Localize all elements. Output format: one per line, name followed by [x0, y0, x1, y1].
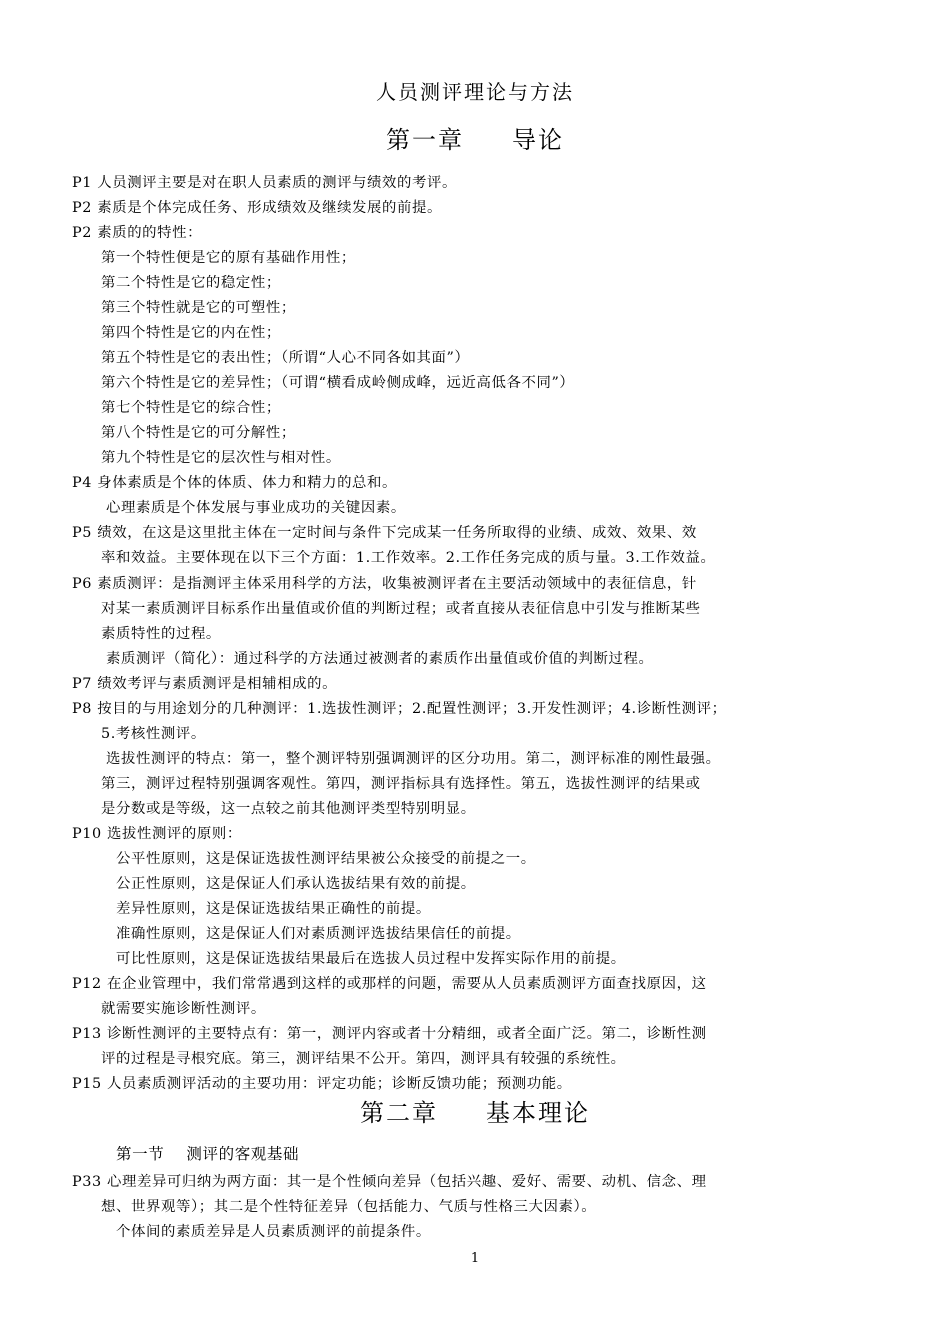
text-line: P1 人员测评主要是对在职人员素质的测评与绩效的考评。	[72, 175, 457, 191]
text-line: P2 素质是个体完成任务、形成绩效及继续发展的前提。	[72, 200, 442, 216]
text-line: P4 身体素质是个体的体质、体力和精力的总和。	[72, 475, 398, 491]
text-line: 第七个特性是它的综合性；	[101, 400, 281, 416]
text-line: 素质测评（简化）：通过科学的方法通过被测者的素质作出量值或价值的判断过程。	[106, 651, 654, 667]
text-line: P10 选拔性测评的原则：	[72, 826, 242, 842]
chapter-1-heading	[0, 120, 950, 155]
text-line: 想、世界观等）；其二是个性特征差异（包括能力、气质与性格三大因素）。	[101, 1199, 597, 1215]
text-line: 公平性原则，这是保证选拔性测评结果被公众接受的前提之一。	[116, 851, 536, 867]
text-line: P33 心理差异可归纳为两方面：其一是个性倾向差异（包括兴趣、爱好、需要、动机、信念、理	[72, 1174, 707, 1190]
text-line: 素质特性的过程。	[101, 626, 221, 642]
text-line: 就需要实施诊断性测评。	[101, 1001, 266, 1017]
text-line: 5.考核性测评。	[101, 726, 206, 742]
text-line: P8 按目的与用途划分的几种测评：1.选拔性测评；2.配置性测评；3.开发性测评；4.诊断性测评；	[72, 701, 727, 717]
chapter-2-label: 第二章	[360, 1099, 438, 1127]
text-line: 第五个特性是它的表出性；（所谓“人心不同各如其面”）	[101, 350, 470, 366]
document-title: 人员测评理论与方法	[376, 80, 574, 104]
text-line: 第四个特性是它的内在性；	[101, 325, 281, 341]
text-line: P13 诊断性测评的主要特点有：第一，测评内容或者十分精细，或者全面广泛。第二，诊断性测	[72, 1026, 707, 1042]
text-line: 第二个特性是它的稳定性；	[101, 275, 281, 291]
text-line: 率和效益。主要体现在以下三个方面：1.工作效率。2.工作任务完成的质与量。3.工作效益。	[101, 550, 716, 566]
text-line: 准确性原则，这是保证人们对素质测评选拔结果信任的前提。	[116, 926, 521, 942]
text-line: 第八个特性是它的可分解性；	[101, 425, 296, 441]
text-line: P12 在企业管理中，我们常常遇到这样的或那样的问题，需要从人员素质测评方面查找原因，这	[72, 976, 707, 992]
text-line: P5 绩效，在这是这里批主体在一定时间与条件下完成某一任务所取得的业绩、成效、效果、效	[72, 525, 697, 541]
text-line: 第九个特性是它的层次性与相对性。	[101, 450, 341, 466]
text-line: 评的过程是寻根究底。第三，测评结果不公开。第四，测评具有较强的系统性。	[101, 1051, 626, 1067]
text-line: 第三，测评过程特别强调客观性。第四，测评指标具有选择性。第五，选拔性测评的结果或	[101, 776, 701, 792]
text-line: P7 绩效考评与素质测评是相辅相成的。	[72, 676, 338, 692]
text-line: 心理素质是个体发展与事业成功的关键因素。	[106, 500, 406, 516]
text-line: 对某一素质测评目标系作出量值或价值的判断过程；或者直接从表征信息中引发与推断某些	[101, 601, 701, 617]
text-line: P6 素质测评：是指测评主体采用科学的方法，收集被测评者在主要活动领域中的表征信息，针	[72, 576, 697, 592]
page-number: 1	[470, 1251, 480, 1266]
text-line: 个体间的素质差异是人员素质测评的前提条件。	[116, 1224, 431, 1240]
chapter-2-name: 基本理论	[486, 1099, 590, 1127]
text-line: P15 人员素质测评活动的主要功用：评定功能；诊断反馈功能；预测功能。	[72, 1076, 572, 1092]
text-line: P2 素质的的特性：	[72, 225, 203, 241]
text-line: 第三个特性就是它的可塑性；	[101, 300, 296, 316]
chapter-1-name: 导论	[512, 126, 564, 154]
text-line: 选拔性测评的特点：第一，整个测评特别强调测评的区分功用。第二，测评标准的刚性最强。	[106, 751, 721, 767]
text-line: 差异性原则，这是保证选拔结果正确性的前提。	[116, 901, 431, 917]
chapter-1-label: 第一章	[386, 126, 464, 154]
section-heading: 第一节 测评的客观基础	[116, 1145, 300, 1163]
text-line: 是分数或是等级，这一点较之前其他测评类型特别明显。	[101, 801, 476, 817]
text-line: 第六个特性是它的差异性；（可谓“横看成岭侧成峰，远近高低各不同”）	[101, 375, 575, 391]
text-line: 可比性原则，这是保证选拔结果最后在选拔人员过程中发挥实际作用的前提。	[116, 951, 626, 967]
text-line: 第一个特性便是它的原有基础作用性；	[101, 250, 356, 266]
chapter-2-heading	[0, 1093, 950, 1128]
text-line: 公正性原则，这是保证人们承认选拔结果有效的前提。	[116, 876, 476, 892]
